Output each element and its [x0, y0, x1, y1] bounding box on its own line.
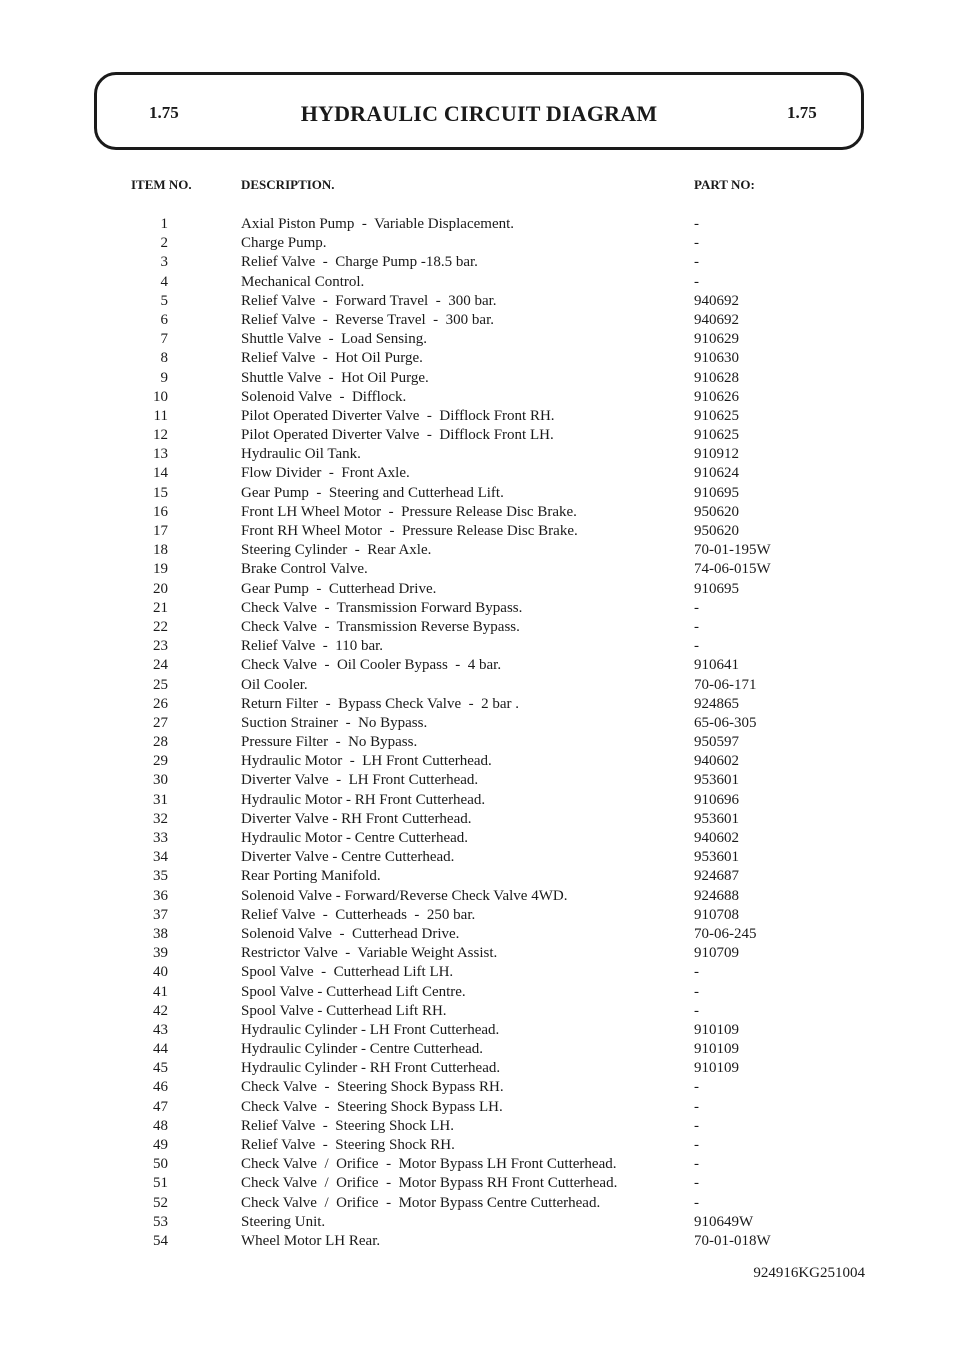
item-number: 48 — [153, 1117, 168, 1134]
item-description: Charge Pump. — [241, 235, 327, 252]
item-number: 5 — [160, 292, 168, 309]
item-number: 22 — [153, 618, 168, 635]
item-number: 37 — [153, 906, 168, 923]
item-number: 18 — [153, 542, 168, 559]
table-row — [0, 925, 954, 944]
item-description: Rear Porting Manifold. — [241, 868, 381, 885]
item-description: Restrictor Valve - Variable Weight Assist. — [241, 945, 498, 962]
item-description: Spool Valve - Cutterhead Lift Centre. — [241, 983, 466, 1000]
item-number: 4 — [160, 273, 168, 290]
table-row — [0, 1136, 954, 1155]
table-row — [0, 1213, 954, 1232]
item-description: Check Valve - Steering Shock Bypass RH. — [241, 1079, 504, 1096]
item-part-number: 950620 — [694, 503, 739, 520]
table-row — [0, 426, 954, 445]
item-description: Relief Valve - Reverse Travel - 300 bar. — [241, 311, 495, 328]
table-row — [0, 1194, 954, 1213]
table-row — [0, 292, 954, 311]
header-box — [94, 72, 864, 150]
table-row — [0, 963, 954, 982]
item-part-number: - — [694, 1137, 699, 1153]
table-row — [0, 369, 954, 388]
item-description: Front LH Wheel Motor - Pressure Release Disc Brake. — [241, 503, 577, 520]
item-number: 54 — [153, 1232, 168, 1249]
item-description: Relief Valve - Forward Travel - 300 bar. — [241, 292, 497, 309]
item-part-number: 924687 — [694, 868, 739, 885]
table-row — [0, 867, 954, 886]
item-number: 36 — [153, 887, 168, 904]
item-number: 52 — [153, 1194, 168, 1211]
table-row — [0, 215, 954, 234]
item-number: 45 — [153, 1060, 168, 1077]
table-row — [0, 983, 954, 1002]
item-part-number: 940602 — [694, 753, 739, 770]
table-row — [0, 656, 954, 675]
item-number: 11 — [153, 407, 168, 424]
item-part-number: 910109 — [694, 1060, 739, 1077]
item-description: Diverter Valve - LH Front Cutterhead. — [241, 772, 479, 789]
item-description: Wheel Motor LH Rear. — [241, 1232, 381, 1249]
table-row — [0, 388, 954, 407]
item-part-number: 910630 — [694, 350, 739, 367]
item-number: 39 — [153, 945, 168, 962]
table-row — [0, 887, 954, 906]
item-part-number: 910709 — [694, 945, 739, 962]
item-part-number: 924688 — [694, 887, 739, 904]
table-row — [0, 906, 954, 925]
item-part-number: 910626 — [694, 388, 739, 405]
item-number: 1 — [160, 216, 168, 232]
item-part-number: 910695 — [694, 580, 739, 597]
item-part-number: - — [694, 599, 699, 616]
table-row — [0, 829, 954, 848]
item-part-number: 953601 — [694, 849, 739, 866]
item-part-number: - — [694, 964, 699, 981]
item-number: 49 — [153, 1137, 168, 1153]
item-description: Flow Divider - Front Axle. — [241, 465, 410, 482]
item-part-number: 910629 — [694, 331, 739, 348]
table-row — [0, 618, 954, 637]
item-number: 35 — [153, 868, 168, 885]
item-number: 47 — [153, 1098, 168, 1115]
item-part-number: 950597 — [694, 734, 739, 751]
table-row — [0, 234, 954, 253]
item-number: 23 — [153, 638, 168, 655]
item-part-number: - — [694, 638, 699, 655]
item-part-number: 910912 — [694, 446, 739, 463]
item-part-number: - — [694, 235, 699, 252]
item-part-number: 70-01-195W — [694, 542, 771, 559]
item-part-number: - — [694, 1175, 699, 1192]
table-row — [0, 484, 954, 503]
item-description: Hydraulic Oil Tank. — [241, 446, 361, 463]
table-row — [0, 273, 954, 292]
table-row — [0, 541, 954, 560]
table-row — [0, 407, 954, 426]
item-number: 3 — [160, 254, 168, 271]
table-row — [0, 714, 954, 733]
table-row — [0, 503, 954, 522]
table-row — [0, 330, 954, 349]
item-description: Hydraulic Cylinder - LH Front Cutterhead. — [241, 1021, 500, 1038]
column-header-part: PART NO: — [694, 177, 755, 192]
item-number: 41 — [153, 983, 168, 1000]
table-row — [0, 791, 954, 810]
item-number: 16 — [153, 503, 168, 520]
table-row — [0, 1174, 954, 1193]
table-row — [0, 1155, 954, 1174]
item-part-number: 910109 — [694, 1021, 739, 1038]
item-number: 32 — [153, 810, 168, 827]
item-part-number: 65-06-305 — [694, 714, 757, 731]
item-part-number: - — [694, 1079, 699, 1096]
item-part-number: 910625 — [694, 407, 739, 424]
item-part-number: - — [694, 1156, 699, 1173]
item-description: Solenoid Valve - Cutterhead Drive. — [241, 925, 460, 942]
item-description: Spool Valve - Cutterhead Lift RH. — [241, 1002, 447, 1019]
section-number-right: 1.75 — [787, 103, 817, 122]
item-description: Diverter Valve - RH Front Cutterhead. — [241, 810, 472, 827]
item-description: Return Filter - Bypass Check Valve - 2 bar . — [241, 695, 520, 712]
item-number: 6 — [160, 311, 168, 328]
item-description: Relief Valve - Charge Pump -18.5 bar. — [241, 254, 478, 271]
table-row — [0, 810, 954, 829]
table-row — [0, 637, 954, 656]
item-part-number: - — [694, 1098, 699, 1115]
item-part-number: - — [694, 1194, 699, 1211]
item-description: Steering Unit. — [241, 1213, 326, 1230]
item-number: 14 — [153, 465, 168, 482]
item-part-number: 910628 — [694, 369, 739, 386]
item-part-number: 910624 — [694, 465, 739, 482]
item-number: 33 — [153, 830, 168, 846]
table-row — [0, 349, 954, 368]
item-description: Check Valve - Oil Cooler Bypass - 4 bar. — [241, 657, 502, 674]
table-row — [0, 944, 954, 963]
item-description: Relief Valve - 110 bar. — [241, 638, 384, 655]
table-row — [0, 1232, 954, 1251]
item-description: Check Valve - Steering Shock Bypass LH. — [241, 1098, 503, 1115]
item-description: Check Valve - Transmission Reverse Bypass. — [241, 618, 520, 635]
item-number: 26 — [153, 695, 168, 712]
item-description: Spool Valve - Cutterhead Lift LH. — [241, 964, 454, 981]
item-description: Check Valve / Orifice - Motor Bypass RH Front Cutterhead. — [241, 1175, 618, 1192]
item-description: Steering Cylinder - Rear Axle. — [241, 542, 432, 559]
item-number: 13 — [153, 446, 168, 463]
item-number: 34 — [153, 849, 168, 866]
item-part-number: - — [694, 273, 699, 290]
item-description: Relief Valve - Steering Shock LH. — [241, 1117, 455, 1134]
item-description: Gear Pump - Steering and Cutterhead Lift. — [241, 484, 504, 501]
item-description: Front RH Wheel Motor - Pressure Release Disc Brake. — [241, 523, 578, 539]
item-number: 40 — [153, 964, 168, 981]
item-part-number: - — [694, 216, 699, 232]
item-description: Suction Strainer - No Bypass. — [241, 714, 428, 731]
item-part-number: - — [694, 983, 699, 1000]
item-number: 19 — [153, 561, 168, 578]
item-number: 28 — [153, 734, 168, 751]
item-number: 31 — [153, 791, 168, 808]
item-description: Solenoid Valve - Forward/Reverse Check Valve 4WD. — [241, 887, 568, 904]
item-description: Check Valve - Transmission Forward Bypass. — [241, 599, 523, 616]
item-description: Hydraulic Motor - Centre Cutterhead. — [241, 830, 469, 846]
item-part-number: 910109 — [694, 1041, 739, 1058]
item-number: 27 — [153, 714, 168, 731]
item-number: 25 — [153, 676, 168, 693]
item-part-number: 924865 — [694, 695, 739, 712]
table-row — [0, 464, 954, 483]
item-part-number: 910649W — [694, 1213, 754, 1230]
item-number: 21 — [153, 599, 168, 616]
item-number: 38 — [153, 925, 168, 942]
table-row — [0, 752, 954, 771]
item-part-number: 70-06-171 — [694, 676, 757, 693]
table-row — [0, 253, 954, 272]
item-number: 15 — [153, 484, 168, 501]
item-part-number: 910695 — [694, 484, 739, 501]
item-number: 29 — [153, 753, 168, 770]
item-number: 30 — [153, 772, 168, 789]
item-number: 44 — [153, 1041, 168, 1058]
item-description: Relief Valve - Steering Shock RH. — [241, 1137, 455, 1153]
item-number: 42 — [153, 1002, 168, 1019]
section-number-left: 1.75 — [149, 103, 179, 122]
item-part-number: - — [694, 254, 699, 271]
table-row — [0, 445, 954, 464]
item-part-number: 70-06-245 — [694, 925, 757, 942]
item-description: Mechanical Control. — [241, 273, 365, 290]
item-number: 20 — [153, 580, 168, 597]
item-number: 2 — [160, 235, 168, 252]
item-description: Gear Pump - Cutterhead Drive. — [241, 580, 437, 597]
item-part-number: - — [694, 618, 699, 635]
item-number: 43 — [153, 1021, 168, 1038]
item-description: Check Valve / Orifice - Motor Bypass Centre Cutterhead. — [241, 1194, 601, 1211]
column-header-description: DESCRIPTION. — [241, 177, 335, 192]
item-description: Pilot Operated Diverter Valve - Difflock Front RH. — [241, 407, 555, 424]
item-number: 51 — [153, 1175, 168, 1192]
table-row — [0, 1002, 954, 1021]
item-part-number: 940602 — [694, 830, 739, 846]
item-part-number: 910708 — [694, 906, 739, 923]
item-description: Solenoid Valve - Difflock. — [241, 388, 407, 405]
table-row — [0, 771, 954, 790]
item-part-number: 950620 — [694, 523, 739, 539]
item-description: Hydraulic Cylinder - Centre Cutterhead. — [241, 1041, 484, 1058]
table-row — [0, 560, 954, 579]
item-description: Pilot Operated Diverter Valve - Difflock Front LH. — [241, 427, 554, 444]
item-description: Diverter Valve - Centre Cutterhead. — [241, 849, 455, 866]
item-number: 7 — [160, 331, 168, 348]
item-number: 46 — [153, 1079, 168, 1096]
item-description: Hydraulic Cylinder - RH Front Cutterhead. — [241, 1060, 501, 1077]
table-row — [0, 848, 954, 867]
table-row — [0, 599, 954, 618]
item-description: Relief Valve - Hot Oil Purge. — [241, 350, 423, 367]
item-part-number: 910625 — [694, 427, 739, 444]
item-part-number: 940692 — [694, 311, 739, 328]
column-header-item: ITEM NO. — [131, 177, 192, 192]
item-number: 50 — [153, 1156, 168, 1173]
table-row — [0, 311, 954, 330]
item-description: Pressure Filter - No Bypass. — [241, 734, 418, 751]
item-part-number: 953601 — [694, 810, 739, 827]
item-description: Shuttle Valve - Hot Oil Purge. — [241, 369, 429, 386]
item-description: Axial Piston Pump - Variable Displacement. — [241, 216, 515, 232]
item-part-number: 910696 — [694, 791, 739, 808]
item-description: Hydraulic Motor - RH Front Cutterhead. — [241, 791, 486, 808]
item-description: Hydraulic Motor - LH Front Cutterhead. — [241, 753, 492, 770]
item-description: Relief Valve - Cutterheads - 250 bar. — [241, 906, 476, 923]
item-description: Oil Cooler. — [241, 676, 308, 693]
item-number: 10 — [153, 388, 168, 405]
item-part-number: - — [694, 1117, 699, 1134]
table-row — [0, 580, 954, 599]
item-number: 8 — [160, 350, 168, 367]
table-row — [0, 1059, 954, 1078]
table-row — [0, 676, 954, 695]
item-number: 24 — [153, 657, 168, 674]
table-row — [0, 733, 954, 752]
item-part-number: 940692 — [694, 292, 739, 309]
item-description: Shuttle Valve - Load Sensing. — [241, 331, 427, 348]
table-row — [0, 1078, 954, 1097]
item-number: 9 — [160, 369, 168, 386]
table-row — [0, 522, 954, 541]
item-part-number: 70-01-018W — [694, 1232, 771, 1249]
item-number: 53 — [153, 1213, 168, 1230]
item-part-number: - — [694, 1002, 699, 1019]
item-description: Check Valve / Orifice - Motor Bypass LH Front Cutterhead. — [241, 1156, 617, 1173]
table-row — [0, 1021, 954, 1040]
item-part-number: 953601 — [694, 772, 739, 789]
item-part-number: 74-06-015W — [694, 561, 771, 578]
table-row — [0, 1098, 954, 1117]
item-number: 17 — [153, 523, 168, 539]
item-part-number: 910641 — [694, 657, 739, 674]
table-row — [0, 1040, 954, 1059]
parts-list — [0, 215, 954, 1251]
table-row — [0, 695, 954, 714]
item-description: Brake Control Valve. — [241, 561, 368, 578]
document-code: 924916KG251004 — [753, 1265, 865, 1281]
table-row — [0, 1117, 954, 1136]
page-title: HYDRAULIC CIRCUIT DIAGRAM — [300, 101, 658, 126]
item-number: 12 — [153, 427, 168, 444]
